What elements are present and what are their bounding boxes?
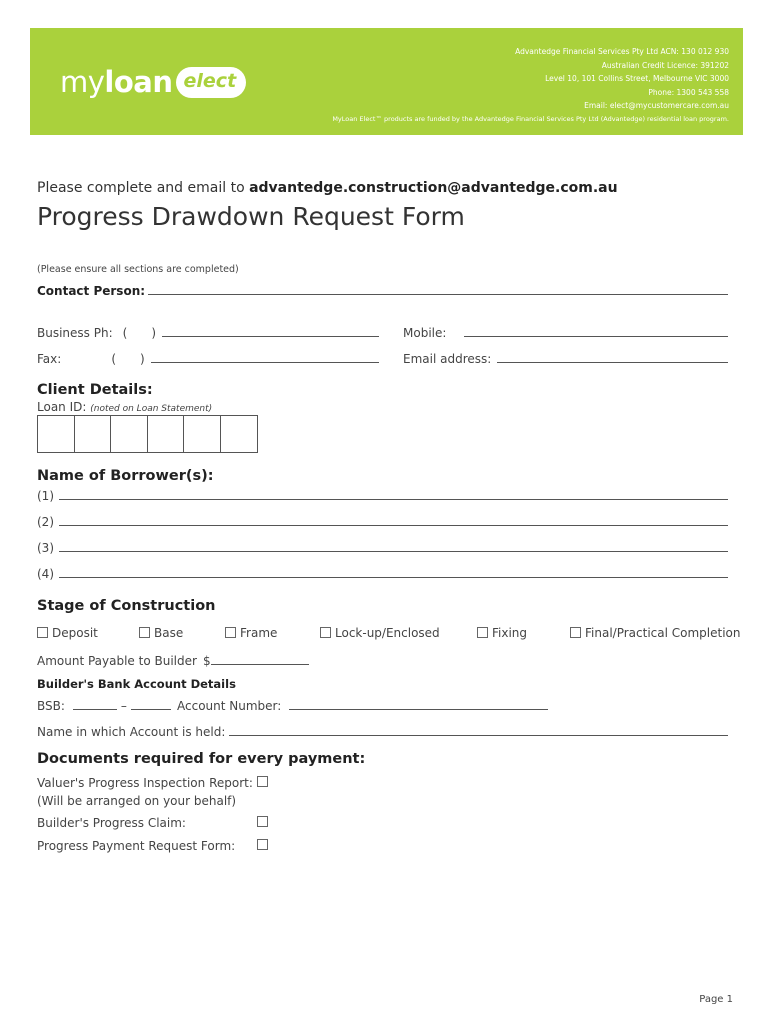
stage-option-frame[interactable]: [225, 626, 277, 640]
borrower-field[interactable]: [59, 551, 728, 552]
company-line: Level 10, 101 Collins Street, Melbourne VIC 3000: [545, 74, 729, 83]
paren-open: (: [122, 326, 128, 340]
funding-fineprint: MyLoan Elect™ products are funded by the Advantedge Financial Services Pty Ltd (Advantedge) residential loan program.: [332, 114, 729, 123]
stage-option-base[interactable]: [139, 626, 183, 640]
checkbox[interactable]: [225, 627, 236, 638]
borrower-number: (3): [37, 541, 54, 555]
builder-claim-label: Builder's Progress Claim:: [37, 816, 186, 830]
account-holder-row: [37, 725, 728, 739]
company-line: Email: elect@mycustomercare.com.au: [584, 101, 729, 110]
checkbox[interactable]: [37, 627, 48, 638]
email-label: Email address:: [403, 352, 492, 366]
account-number-row: [177, 699, 548, 713]
borrower-field[interactable]: [59, 577, 728, 578]
borrower-field[interactable]: [59, 499, 728, 500]
loan-id-digit-box[interactable]: [111, 416, 148, 452]
payment-form-label: Progress Payment Request Form:: [37, 839, 236, 853]
stage-option-final[interactable]: [570, 626, 740, 640]
header-banner: [30, 28, 743, 135]
bsb-label: BSB:: [37, 699, 65, 713]
borrowers-heading: Name of Borrower(s):: [37, 468, 214, 484]
loan-id-digit-box[interactable]: [75, 416, 112, 452]
bank-details-heading: Builder's Bank Account Details: [37, 677, 236, 691]
loan-id-label: Loan ID:: [37, 400, 87, 414]
company-details: [332, 45, 729, 126]
mobile-row: [403, 326, 728, 340]
stage-option-label: Fixing: [492, 626, 528, 640]
bsb-field-part2[interactable]: [131, 709, 171, 710]
fax-label: Fax:: [37, 352, 62, 366]
borrower-number: (1): [37, 489, 54, 503]
loan-id-boxes: [37, 415, 258, 453]
amount-payable-field[interactable]: [211, 664, 309, 665]
loan-id-digit-box[interactable]: [38, 416, 75, 452]
business-phone-label: Business Ph:: [37, 326, 113, 340]
business-phone-field[interactable]: [162, 336, 379, 337]
stage-option-label: Deposit: [52, 626, 98, 640]
account-holder-label: Name in which Account is held:: [37, 725, 226, 739]
intro-instruction: [37, 180, 618, 196]
documents-heading: Documents required for every payment:: [37, 751, 366, 767]
logo-elect-pill: elect: [176, 67, 247, 98]
email-row: [403, 352, 728, 366]
builder-claim-checkbox[interactable]: [257, 816, 268, 827]
amount-payable-label: Amount Payable to Builder: [37, 654, 197, 668]
checkbox[interactable]: [477, 627, 488, 638]
account-holder-field[interactable]: [229, 735, 728, 736]
logo-wordmark: [60, 64, 173, 99]
bsb-row: [37, 699, 171, 713]
paren-open: (: [111, 352, 116, 366]
fax-field[interactable]: [151, 362, 379, 363]
borrower-row: [37, 567, 728, 581]
completion-note: (Please ensure all sections are completed): [37, 264, 239, 275]
loan-id-label-row: [37, 400, 212, 414]
mobile-field[interactable]: [464, 336, 728, 337]
bsb-field-part1[interactable]: [73, 709, 117, 710]
borrower-number: (2): [37, 515, 54, 529]
stage-option-label: Lock-up/Enclosed: [335, 626, 440, 640]
valuer-report-label: Valuer's Progress Inspection Report:: [37, 776, 253, 790]
checkbox[interactable]: [570, 627, 581, 638]
paren-close: ): [140, 352, 145, 366]
logo-loan: loan: [104, 64, 173, 99]
borrower-number: (4): [37, 567, 54, 581]
valuer-report-checkbox[interactable]: [257, 776, 268, 787]
company-line: Phone: 1300 543 558: [648, 87, 729, 97]
borrower-row: [37, 515, 728, 529]
paren-close: ): [151, 326, 156, 340]
stage-option-deposit[interactable]: [37, 626, 98, 640]
bsb-dash: –: [120, 699, 127, 713]
loan-id-note: (noted on Loan Statement): [90, 404, 213, 414]
client-details-heading: Client Details:: [37, 382, 153, 398]
checkbox[interactable]: [320, 627, 331, 638]
contact-person-row: [37, 284, 728, 298]
email-field[interactable]: [497, 362, 728, 363]
company-line: Advantedge Financial Services Pty Ltd ACN: 130 012 930: [515, 47, 729, 56]
page-number: Page 1: [699, 994, 733, 1005]
loan-id-digit-box[interactable]: [221, 416, 258, 452]
amount-payable-row: [37, 654, 309, 668]
stage-option-label: Frame: [240, 626, 278, 640]
stage-option-lockup[interactable]: [320, 626, 440, 640]
stage-heading: Stage of Construction: [37, 598, 216, 614]
account-number-label: Account Number:: [177, 699, 282, 713]
borrower-row: [37, 541, 728, 555]
payment-form-checkbox[interactable]: [257, 839, 268, 850]
checkbox[interactable]: [139, 627, 150, 638]
contact-person-label: Contact Person:: [37, 284, 146, 298]
borrower-row: [37, 489, 728, 503]
valuer-report-note: (Will be arranged on your behalf): [37, 794, 237, 808]
account-number-field[interactable]: [289, 709, 548, 710]
stage-option-fixing[interactable]: [477, 626, 527, 640]
borrower-field[interactable]: [59, 525, 728, 526]
contact-person-field[interactable]: [148, 294, 728, 295]
currency-symbol: $: [202, 654, 211, 668]
business-phone-row: [37, 326, 379, 340]
loan-id-digit-box[interactable]: [148, 416, 185, 452]
intro-text: Please complete and email to: [37, 180, 250, 196]
fax-row: [37, 352, 379, 366]
valuer-report-item: [37, 774, 253, 810]
myloan-elect-logo: [60, 60, 246, 104]
company-line: Australian Credit Licence: 391202: [601, 60, 729, 70]
loan-id-digit-box[interactable]: [184, 416, 221, 452]
mobile-label: Mobile:: [403, 326, 447, 340]
stage-option-label: Final/Practical Completion: [585, 626, 741, 640]
logo-my: my: [60, 64, 105, 99]
stage-option-label: Base: [154, 626, 184, 640]
submission-email[interactable]: advantedge.construction@advantedge.com.au: [249, 180, 618, 196]
page-title: Progress Drawdown Request Form: [37, 202, 465, 231]
